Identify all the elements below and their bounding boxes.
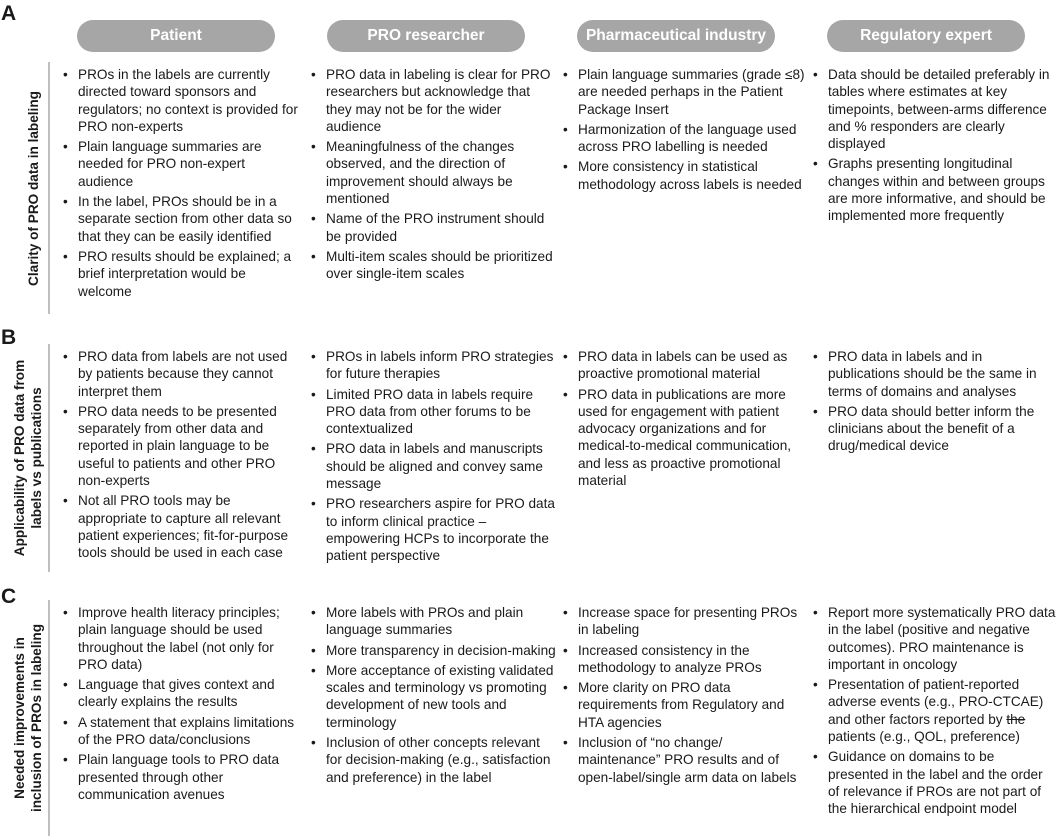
list-item: • Increase space for presenting PROs in labeling <box>560 604 808 639</box>
list-item <box>810 676 1057 745</box>
list-item: • Plain language summaries are needed for PRO non-expert audience <box>60 138 300 190</box>
list-item: • Report more systematically PRO data in the label (positive and negative outcomes). PRO maintenance is important in oncology <box>810 604 1057 673</box>
list-item: • PRO researchers aspire for PRO data to inform clinical practice – empowering HCPs to incorporate the patient perspective <box>308 495 556 564</box>
list-item: • Name of the PRO instrument should be provided <box>308 210 556 245</box>
section-b-bar <box>48 344 50 572</box>
section-a-patient-list <box>60 66 300 303</box>
header-regulatory-expert: Regulatory expert <box>827 20 1025 52</box>
list-item: • More consistency in statistical methodology across labels is needed <box>560 158 808 193</box>
section-a-letter: A <box>1 2 17 25</box>
section-a-label <box>22 62 44 314</box>
item-text: patients (e.g., QOL, preference) <box>828 729 1020 745</box>
list-item: • PRO data in labels and in publications should be the same in terms of domains and analyses <box>810 348 1057 400</box>
list-item: • Harmonization of the language used across PRO labelling is needed <box>560 121 808 156</box>
section-a-bar <box>48 62 50 314</box>
section-c-label <box>10 600 46 836</box>
struck-word: the <box>1006 711 1026 727</box>
list-item: • Inclusion of other concepts relevant for decision-making (e.g., satisfaction and preference) in the label <box>308 734 556 786</box>
header-pro-researcher: PRO researcher <box>327 20 525 52</box>
list-item: • Increased consistency in the methodology to analyze PROs <box>560 642 808 677</box>
list-item: • Not all PRO tools may be appropriate to capture all relevant patient experiences; fit-for-purpose tools should be used in each case <box>60 492 300 561</box>
section-b-label-line1: Applicability of PRO data from <box>12 359 27 557</box>
section-b-pro-researcher-list <box>308 348 556 568</box>
list-item: • Multi-item scales should be prioritized over single-item scales <box>308 248 556 283</box>
section-a-regulatory-list <box>810 66 1057 228</box>
list-item: • PROs in the labels are currently directed toward sponsors and regulators; no context is provided for PRO non-experts <box>60 66 300 135</box>
section-c-patient-list <box>60 604 300 806</box>
section-c-pharma-list <box>560 604 808 789</box>
list-item: • PRO data from labels are not used by patients because they cannot interpret them <box>60 348 300 400</box>
list-item: • PRO data in labels and manuscripts should be aligned and convey same message <box>308 440 556 492</box>
list-item: • Data should be detailed preferably in tables where estimates at key timepoints, between-arms difference and % responders are clearly displayed <box>810 66 1057 152</box>
section-c-label-text <box>11 624 45 812</box>
section-b-letter: B <box>1 326 17 349</box>
list-item: • Guidance on domains to be presented in the label and the order of relevance if PROs are not part of the hierarchical endpoint model <box>810 748 1057 817</box>
list-item: • More transparency in decision-making <box>308 642 556 659</box>
section-b-label-line2: labels vs publications <box>29 387 44 529</box>
header-pharmaceutical-industry: Pharmaceutical industry <box>577 20 775 52</box>
section-c-label-line1: Needed improvements in <box>12 637 27 799</box>
list-item: • More clarity on PRO data requirements from Regulatory and HTA agencies <box>560 679 808 731</box>
list-item: • Meaningfulness of the changes observed, and the direction of improvement should always be mentioned <box>308 138 556 207</box>
list-item: • A statement that explains limitations of the PRO data/conclusions <box>60 714 300 749</box>
list-item: • Plain language tools to PRO data presented through other communication avenues <box>60 751 300 803</box>
section-b-label-text <box>11 360 45 556</box>
list-item: • Inclusion of “no change/ maintenance” PRO results and of open-label/single arm data on labels <box>560 734 808 786</box>
list-item: • In the label, PROs should be in a separate section from other data so that they can be easily identified <box>60 193 300 245</box>
section-c-regulatory-list <box>810 604 1057 821</box>
section-a-pro-researcher-list <box>308 66 556 286</box>
section-a-label-text: Clarity of PRO data in labeling <box>25 90 41 286</box>
list-item: • PROs in labels inform PRO strategies for future therapies <box>308 348 556 383</box>
list-item: • PRO data needs to be presented separately from other data and reported in plain language to be useful to patients and other PRO non-experts <box>60 403 300 489</box>
list-item: • Graphs presenting longitudinal changes within and between groups are more informative, and should be implemented more frequently <box>810 155 1057 224</box>
list-item: • More labels with PROs and plain language summaries <box>308 604 556 639</box>
section-a-pharma-list <box>560 66 808 196</box>
section-b-pharma-list <box>560 348 808 492</box>
header-patient: Patient <box>77 20 275 52</box>
list-item: • PRO data in labels can be used as proactive promotional material <box>560 348 808 383</box>
list-item: • Language that gives context and clearly explains the results <box>60 676 300 711</box>
section-b-patient-list <box>60 348 300 565</box>
list-item: • PRO data in labeling is clear for PRO researchers but acknowledge that they may not be for the wider audience <box>308 66 556 135</box>
list-item: • Plain language summaries (grade ≤8) are needed perhaps in the Patient Package Insert <box>560 66 808 118</box>
list-item: • PRO data in publications are more used for engagement with patient advocacy organizations and for medical-to-medical communication, and less as proactive promotional material <box>560 386 808 490</box>
list-item: • PRO results should be explained; a brief interpretation would be welcome <box>60 248 300 300</box>
section-c-pro-researcher-list <box>308 604 556 789</box>
section-c-bar <box>48 600 50 836</box>
list-item: • Limited PRO data in labels require PRO data from other forums to be contextualized <box>308 386 556 438</box>
list-item: • PRO data should better inform the clinicians about the benefit of a drug/medical device <box>810 403 1057 455</box>
section-b-regulatory-list <box>810 348 1057 458</box>
section-b-label <box>10 344 46 572</box>
section-c-label-line2: inclusion of PROs in labeling <box>29 623 44 813</box>
item-text: Presentation of patient-reported adverse events (e.g., PRO-CTCAE) and other factors reported by <box>828 677 1044 727</box>
list-item: • More acceptance of existing validated scales and terminology vs promoting development of new tools and terminology <box>308 662 556 731</box>
section-c-letter: C <box>1 585 17 608</box>
list-item: • Improve health literacy principles; plain language should be used throughout the label (not only for PRO data) <box>60 604 300 673</box>
